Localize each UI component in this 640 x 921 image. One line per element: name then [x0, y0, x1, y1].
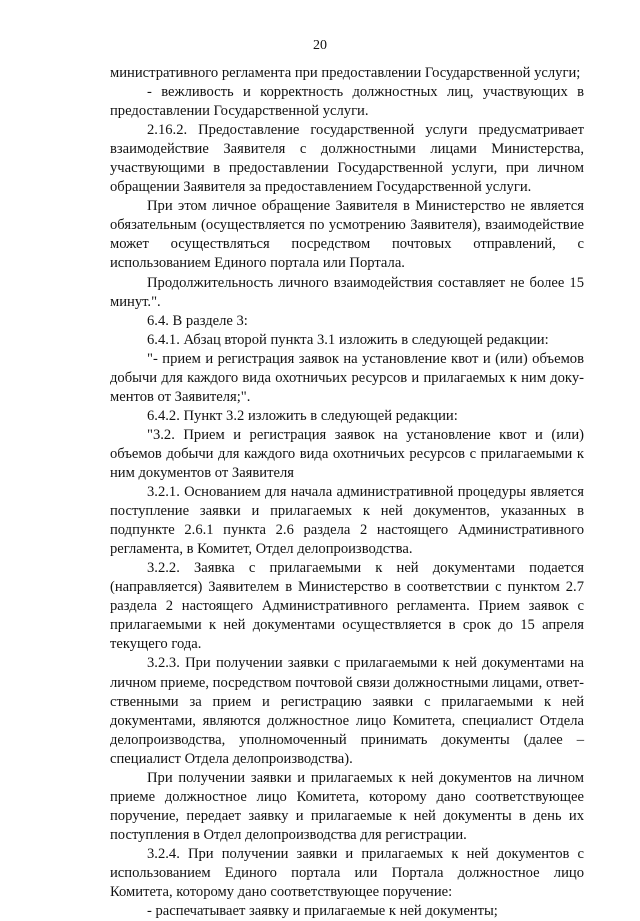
- paragraph-personal-reception: При получении заявки и прилагаемых к ней документов на личном приеме должностное лицо Комитета, которому дано соответствующее поручение, передает заявку и прилагаемые к ней документы в день их поступления в Отдел делопроизводства для регистрации.: [110, 769, 584, 843]
- paragraph-3-2: "3.2. Прием и регистрация заявок на установление квот и (или) объемов добычи для каждого вида охотничьих ресурсов с прилагаемыми к ним документов от Заявителя: [110, 426, 584, 481]
- paragraph-personal-appeal: При этом личное обращение Заявителя в Министерство не является обязательным (осуществляется по усмотрению Заявителя), взаимодействие может осуществляться посредством почтовых отправлений, с использованием Единого портала или Портала.: [110, 198, 584, 272]
- document-body: [110, 64, 584, 921]
- paragraph-6-4-1: 6.4.1. Абзац второй пункта 3.1 изложить в следующей редакции:: [147, 331, 549, 348]
- paragraph-6-4-2: 6.4.2. Пункт 3.2 изложить в следующей редакции:: [147, 407, 458, 424]
- paragraph-duration: Продолжительность личного взаимодействия составляет не более 15 минут.".: [110, 274, 584, 310]
- paragraph-2-16-2: 2.16.2. Предоставление государственной услуги предусматривает взаимодействие Заявителя с должностными лицами Министерства, участвующими в предоставлении Государственной услуги, при личном обращении Заявителя за предоставлением Государственной услуги.: [110, 122, 584, 196]
- paragraph-3-2-1: 3.2.1. Основанием для начала административной процедуры является поступление заявки и прилагаемых к ней документов, указанных в подпункте 2.6.1 пункта 2.6 раздела 2 настоящего Административного регламента, в Комитет, Отдел делопроизводства.: [110, 484, 584, 558]
- paragraph-6-4: 6.4. В разделе 3:: [147, 312, 248, 329]
- paragraph-quote-reception: "- прием и регистрация заявок на установление квот и (или) объемов добычи для каждого вида охотничьих ресурсов и прилагаемых к ним документов от Заявителя;".: [110, 350, 584, 405]
- paragraph-print-application: - распечатывает заявку и прилагаемые к ней документы;: [147, 903, 498, 920]
- paragraph-3-2-2: 3.2.2. Заявка с прилагаемыми к ней документами подается (направляется) Заявителем в Министерство в соответствии с пунктом 2.7 раздела 2 настоящего Административного регламента. Прием заявок с прилагаемыми к ней документами осуществляется в срок до 15 апреля текущего года.: [110, 560, 584, 653]
- paragraph-regulation-continuation: министративного регламента при предоставлении Государственной услуги;: [110, 65, 581, 81]
- paragraph-3-2-4: 3.2.4. При получении заявки и прилагаемых к ней документов с использованием Единого портала или Портала должностное лицо Комитета, которому дано соответствующее поручение:: [110, 845, 584, 901]
- paragraph-courtesy: - вежливость и корректность должностных лиц, участвующих в предоставлении Государственной услуги.: [110, 84, 584, 120]
- page-number: 20: [313, 38, 327, 53]
- paragraph-3-2-3: 3.2.3. При получении заявки с прилагаемыми к ней документами на личном приеме, посредством почтовой связи должностными лицами, ответственными за прием и регистрацию заявки с прилагаемыми к ней документами, являются должностное лицо Комитета, специалист Отдела делопроизводства, уполномоченный принимать документы (далее – специалист Отдела делопроизводства).: [110, 655, 584, 767]
